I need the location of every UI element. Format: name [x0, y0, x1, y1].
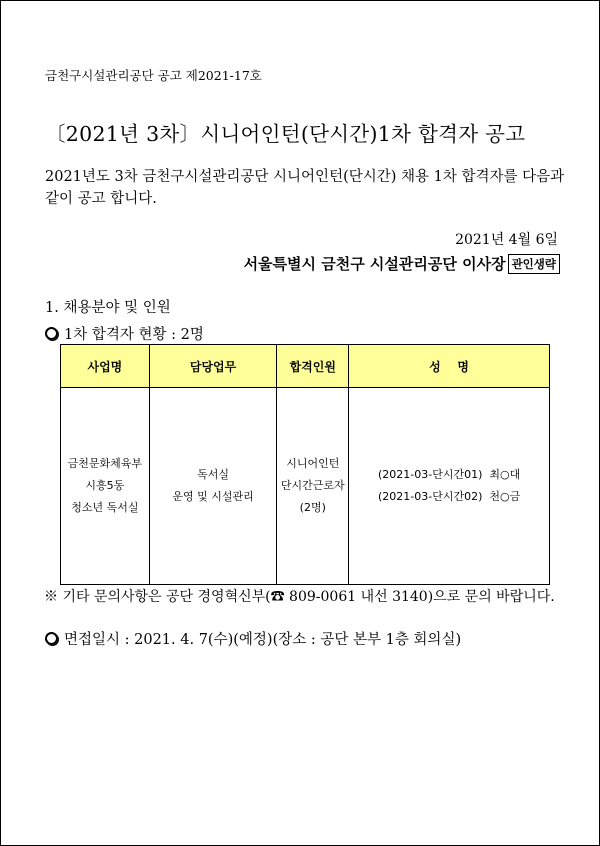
candidate-name: (2021-03-단시간02) 천○금: [377, 490, 521, 503]
interview-schedule-text: 면접일시 : 2021. 4. 7(수)(예정)(장소 : 공단 본부 1층 회의실): [64, 632, 462, 648]
header-duty: 담당업무: [149, 345, 277, 388]
cell-duty: [149, 388, 277, 585]
cell-names: [349, 388, 550, 585]
duty-line: 운영 및 시설관리: [172, 490, 254, 503]
header-count: 합격인원: [277, 345, 349, 388]
interview-schedule: [45, 628, 461, 649]
subsection-heading-text: 1차 합격자 현황 : 2명: [64, 327, 204, 343]
header-business: 사업명: [61, 345, 150, 388]
issuer-name: 서울특별시 금천구 시설관리공단 이사장: [243, 255, 506, 273]
section-heading: 1. 채용분야 및 인원: [45, 300, 171, 316]
bullet-circle-icon: [45, 327, 58, 340]
bullet-circle-icon: [45, 632, 58, 645]
cell-business: [61, 388, 150, 585]
count-line: (2명): [299, 501, 326, 514]
body-text-line-2: 같이 공고 합니다.: [45, 191, 157, 207]
seal-stamp: 관인생략: [508, 254, 560, 274]
body-text-line-1: 2021년도 3차 금천구시설관리공단 시니어인턴(단시간) 채용 1차 합격자를 다음과: [45, 169, 565, 185]
cell-count: [277, 388, 349, 585]
header-name: 성 명: [349, 345, 550, 388]
subsection-heading: [45, 323, 204, 344]
business-line: 청소년 독서실: [71, 501, 139, 514]
notice-date: 2021년 4월 6일: [455, 232, 558, 248]
notice-number: 금천구시설관리공단 공고 제2021-17호: [45, 68, 262, 83]
business-line: 금천문화체육부: [67, 457, 143, 470]
issuer-signature: [244, 253, 560, 274]
duty-line: 독서실: [197, 468, 229, 481]
count-line: 시니어인턴: [286, 457, 340, 470]
count-line: 단시간근로자: [280, 479, 345, 492]
business-line: 시흥5동: [85, 479, 125, 492]
table-row: [61, 388, 550, 585]
document-title: 〔2021년 3차〕시니어인턴(단시간)1차 합격자 공고: [45, 122, 526, 146]
table-header-row: [61, 345, 550, 388]
results-table: [60, 344, 550, 585]
inquiry-note: ※ 기타 문의사항은 공단 경영혁신부(☎ 809-0061 내선 3140)으로 문의 바랍니다.: [44, 589, 555, 605]
candidate-name: (2021-03-단시간01) 최○대: [377, 468, 521, 481]
